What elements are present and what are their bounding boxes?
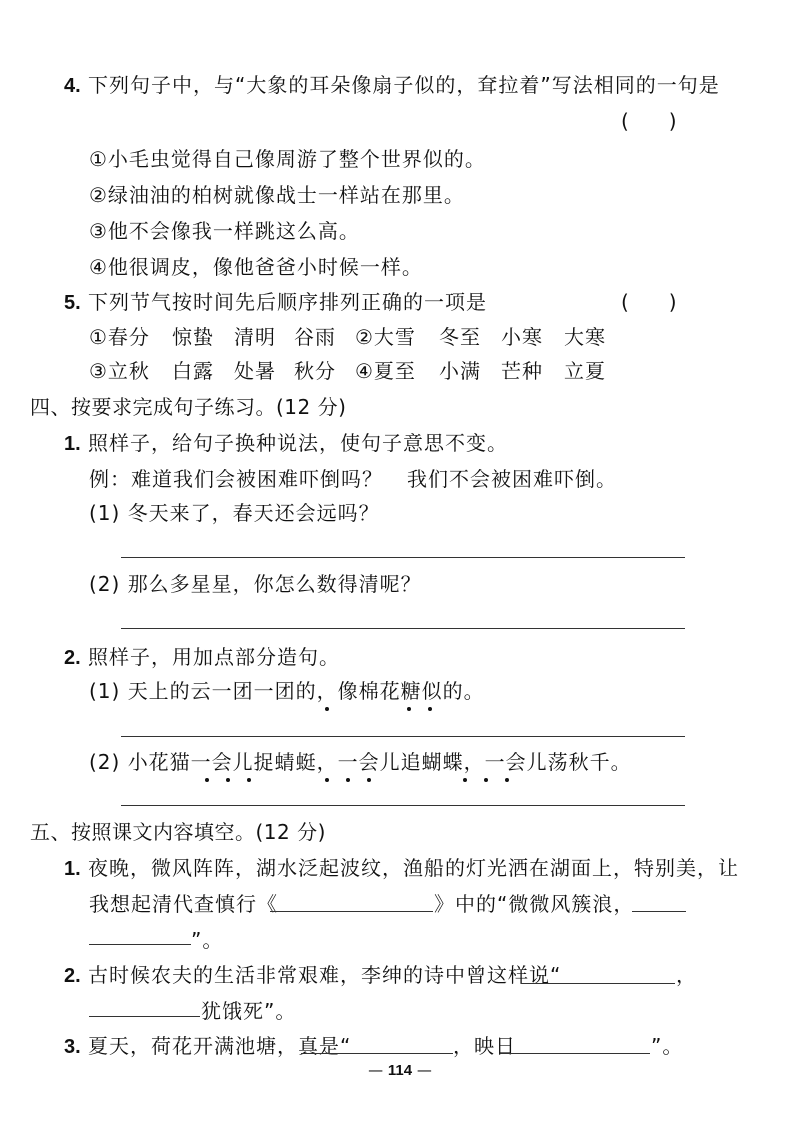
- emphasis-dot: [484, 778, 488, 782]
- s4-q1-sub1: (1) 冬天来了，春天还会远吗？: [89, 501, 380, 525]
- s5-q2-number: 2.: [64, 965, 81, 987]
- s4-q1-text: 照样子，给句子换种说法，使句子意思不变。: [88, 431, 509, 455]
- emphasis-dot: [325, 778, 329, 782]
- q5-r1-item: ②大雪: [355, 325, 416, 349]
- q5-r1-item: 惊蛰: [172, 325, 214, 349]
- s5-q1-number: 1.: [64, 858, 81, 880]
- q5-r2-item: ③立秋: [89, 359, 150, 383]
- s4-q1-sub2: (2) 那么多星星，你怎么数得清呢？: [89, 572, 422, 596]
- emphasis-dot: [505, 778, 509, 782]
- q5-r1-item: 小寒: [501, 325, 543, 349]
- s5-q1-blank-poem-title[interactable]: [270, 911, 433, 912]
- q4-option-3: ③他不会像我一样跳这么高。: [89, 219, 360, 243]
- s4-q2-sub2-answer-line[interactable]: [121, 805, 685, 806]
- q5-r2-item: 白露: [172, 359, 214, 383]
- s4-q2-text: 照样子，用加点部分造句。: [88, 645, 341, 669]
- s4-q2-sub2: (2) 小花猫一会儿捉蜻蜓，一会儿追蝴蝶，一会儿荡秋千。: [89, 750, 632, 774]
- q5-r1-item: 谷雨: [294, 325, 336, 349]
- s4-q1-sub2-answer-line[interactable]: [121, 628, 685, 629]
- q4-answer-paren[interactable]: ( ): [621, 109, 677, 133]
- q5-number: 5.: [64, 292, 81, 314]
- s4-q2-sub1: (1) 天上的云一团一团的，像棉花糖似的。: [89, 679, 485, 703]
- q5-r2-item: ④夏至: [355, 359, 416, 383]
- emphasis-dot: [346, 778, 350, 782]
- q5-r1-item: ①春分: [89, 325, 150, 349]
- s5-q1-line2a: 我想起清代查慎行《: [89, 892, 278, 916]
- q4-text: 下列句子中，与“大象的耳朵像扇子似的，耷拉着”写法相同的一句是: [88, 73, 720, 97]
- emphasis-dot: [463, 778, 467, 782]
- emphasis-dot: [325, 707, 329, 711]
- s5-q1-text-1: 夜晚，微风阵阵，湖水泛起波纹，渔船的灯光洒在湖面上，特别美，让: [88, 856, 740, 880]
- s5-q3-blank-a[interactable]: [301, 1053, 453, 1054]
- s5-q1-blank-verse-b[interactable]: [89, 944, 191, 945]
- s5-q1-line2b: 》中的“微微风簇浪，: [434, 892, 635, 916]
- emphasis-dot: [205, 778, 209, 782]
- s4-q1-sub1-answer-line[interactable]: [121, 557, 685, 558]
- q5-answer-paren[interactable]: ( ): [621, 290, 677, 314]
- q5-r2-item: 处暑: [234, 359, 276, 383]
- emphasis-dot: [428, 707, 432, 711]
- s4-q1-example-answer: 我们不会被困难吓倒。: [407, 467, 617, 491]
- q5-stem: [64, 289, 487, 316]
- s5-q1-blank-verse-a[interactable]: [632, 911, 686, 912]
- q5-r1-item: 清明: [234, 325, 276, 349]
- s5-q2-text-1: 古时候农夫的生活非常艰难，李绅的诗中曾这样说“: [88, 963, 562, 987]
- page-number-dash-left: —: [368, 1061, 388, 1079]
- s5-q1-line3: ”。: [191, 928, 224, 952]
- q5-r1-item: 冬至: [439, 325, 481, 349]
- s5-q3-number: 3.: [64, 1036, 81, 1058]
- s5-q2-blank-a[interactable]: [521, 983, 675, 984]
- s5-q2-comma: ，: [676, 963, 697, 987]
- s4-q2-sub1-answer-line[interactable]: [121, 736, 685, 737]
- s5-q2-line2: 犹饿死”。: [201, 999, 297, 1023]
- q4-option-2: ②绿油油的柏树就像战士一样站在那里。: [89, 183, 465, 207]
- section-5-title: 五、按照课文内容填空。(12 分): [30, 820, 326, 844]
- q4-option-1: ①小毛虫觉得自己像周游了整个世界似的。: [89, 147, 486, 171]
- s4-q2-stem: [64, 644, 340, 671]
- q5-r2-item: 立夏: [564, 359, 606, 383]
- s4-q1-stem: [64, 430, 508, 457]
- s5-q2-blank-b[interactable]: [89, 1016, 200, 1017]
- s5-q2-line1: [64, 962, 561, 989]
- emphasis-dot: [247, 778, 251, 782]
- q5-r2-item: 小满: [439, 359, 481, 383]
- emphasis-dot: [226, 778, 230, 782]
- page-number: [0, 1060, 800, 1081]
- s5-q3-line: [64, 1033, 351, 1060]
- s5-q3-text-b: ，映日: [453, 1034, 516, 1058]
- emphasis-dot: [367, 778, 371, 782]
- q5-text: 下列节气按时间先后顺序排列正确的一项是: [88, 290, 488, 314]
- q5-r2-item: 秋分: [294, 359, 336, 383]
- q4-option-4: ④他很调皮，像他爸爸小时候一样。: [89, 255, 423, 279]
- q5-r2-item: 芒种: [501, 359, 543, 383]
- section-4-title: 四、按要求完成句子练习。(12 分): [30, 395, 347, 419]
- s4-q1-example-question: 例：难道我们会被困难吓倒吗？: [89, 467, 383, 491]
- s4-q1-number: 1.: [64, 433, 81, 455]
- s5-q1-line1: [64, 855, 739, 882]
- emphasis-dot: [407, 707, 411, 711]
- s5-q3-text-c: ”。: [651, 1034, 684, 1058]
- s5-q3-text-a: 夏天，荷花开满池塘，真是“: [88, 1034, 352, 1058]
- q4-stem: [64, 72, 720, 99]
- s5-q3-blank-b[interactable]: [500, 1053, 650, 1054]
- page-number-dash-right: —: [412, 1061, 432, 1079]
- q4-number: 4.: [64, 75, 81, 97]
- page-number-value: 114: [387, 1062, 413, 1079]
- s4-q2-number: 2.: [64, 647, 81, 669]
- q5-r1-item: 大寒: [564, 325, 606, 349]
